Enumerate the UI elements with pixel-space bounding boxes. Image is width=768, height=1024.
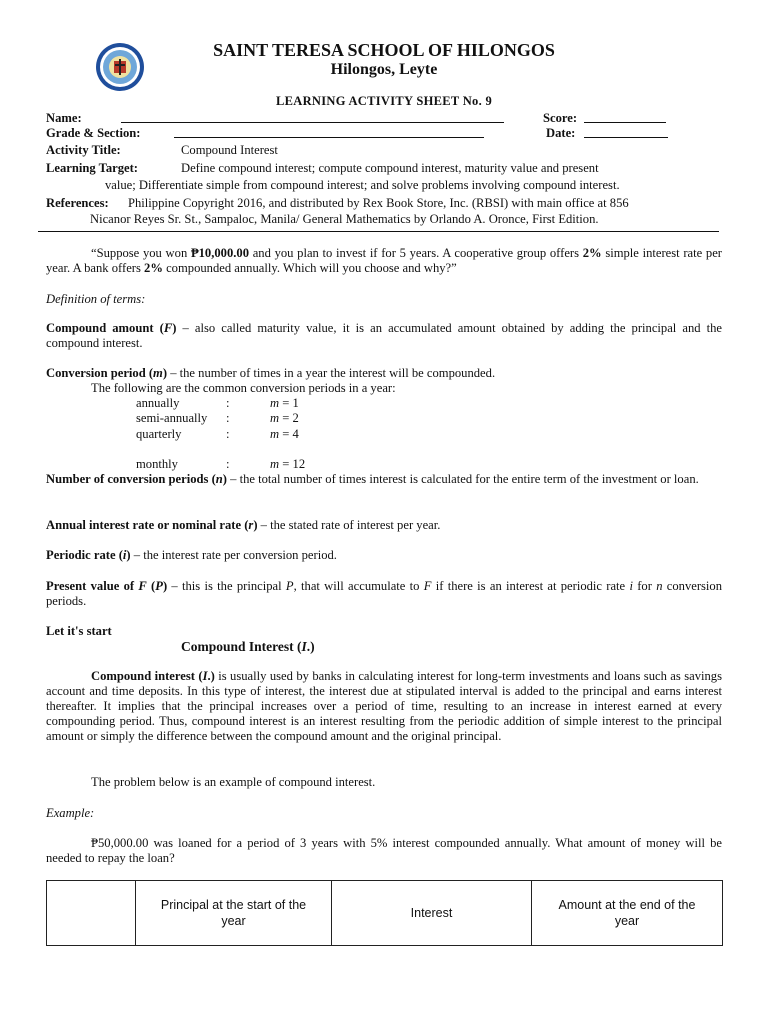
def-periodic-rate <box>46 548 337 563</box>
term-label: Compound interest (I.) <box>91 669 215 683</box>
period-sep: : <box>226 411 230 425</box>
target-label: Learning Target: <box>46 161 139 175</box>
def-number-of-periods <box>46 472 722 487</box>
target-line-2: value; Differentiate simple from compound interest; and solve problems involving compound interest. <box>105 178 620 192</box>
date-field[interactable] <box>584 125 668 138</box>
date-label: Date: <box>546 126 576 140</box>
grade-row <box>46 126 140 141</box>
school-name: SAINT TERESA SCHOOL OF HILONGOS <box>213 40 555 60</box>
term-label: Compound amount (F) <box>46 321 177 335</box>
activity-title-value: Compound Interest <box>181 143 278 157</box>
definitions-heading: Definition of terms: <box>46 292 146 306</box>
period-value: m = 4 <box>270 427 299 441</box>
school-location: Hilongos, Leyte <box>330 61 438 78</box>
period-name: monthly <box>136 457 178 471</box>
term-label: Periodic rate (i) <box>46 548 131 562</box>
term-label: Conversion period (m) <box>46 366 168 380</box>
example-label: Example: <box>46 806 95 820</box>
target-line-1: Define compound interest; compute compound interest, maturity value and present <box>181 161 599 175</box>
period-sep: : <box>226 457 230 471</box>
period-name: annually <box>136 396 180 410</box>
score-label: Score: <box>543 111 578 125</box>
intro-amount: ₱10,000.00 <box>190 246 250 260</box>
ref-line-2: Nicanor Reyes Sr. St., Sampaloc, Manila/ General Mathematics by Orlando A. Oronce, First Edition. <box>90 212 599 226</box>
name-row <box>46 111 82 126</box>
sheet-title: LEARNING ACTIVITY SHEET No. 9 <box>275 94 493 108</box>
intro-text: “Suppose you won <box>91 246 191 260</box>
table-header-row <box>47 881 723 946</box>
activity-label: Activity Title: <box>46 143 121 157</box>
date-row <box>546 126 575 141</box>
period-name: quarterly <box>136 427 182 441</box>
lesson-title: Compound Interest (I.) <box>181 639 315 654</box>
def-text: – the total number of times interest is calculated for the entire term of the investment or loan. <box>227 472 699 486</box>
def-text: – the stated rate of interest per year. <box>257 518 441 532</box>
table-header-cell: Amount at the end of the year <box>532 881 723 946</box>
intro-text: compounded annually. Which will you choose and why?” <box>162 261 457 275</box>
def-text: – the number of times in a year the interest will be compounded. <box>167 366 496 380</box>
period-value: m = 12 <box>270 457 306 471</box>
table-header-cell: Interest <box>332 881 532 946</box>
period-value: m = 2 <box>270 411 299 425</box>
intro-text: and you plan to invest if for 5 years. A cooperative group offers <box>249 246 583 260</box>
table-header-cell: Principal at the start of the year <box>136 881 332 946</box>
grade-field[interactable] <box>174 125 484 138</box>
ref-line-1: Philippine Copyright 2016, and distributed by Rex Book Store, Inc. (RBSI) with main office at 856 <box>128 196 629 210</box>
example-table <box>46 880 723 946</box>
name-field[interactable] <box>121 110 504 123</box>
grade-label: Grade & Section: <box>46 126 141 140</box>
term-label: Annual interest rate or nominal rate (r) <box>46 518 258 532</box>
def-text: – the interest rate per conversion period. <box>130 548 337 562</box>
intro-rate-compound: 2% <box>144 261 163 275</box>
term-label: Number of conversion periods (n) <box>46 472 227 486</box>
intro-rate-simple: 2% <box>582 246 602 260</box>
header-divider <box>38 231 719 232</box>
paragraph-text: is usually used by banks in calculating interest for long-term investments and loans such as savings account and time deposits. In this type of interest, the interest due at stipulated interval is added to the principal and earns interest thereafter. It implies that the principal increases over a period of time, resulting to an increase in interest earned at every compounding period. Thus, compound interest is an interest resulting from the periodic addition of simple interest to the principal amount or simply the difference between the compound amount and the original principal. <box>46 669 722 743</box>
period-value: m = 1 <box>270 396 299 410</box>
table-header-cell <box>47 881 136 946</box>
ref-label: References: <box>46 196 109 210</box>
conversion-intro: The following are the common conversion periods in a year: <box>91 381 396 395</box>
score-field[interactable] <box>584 110 666 123</box>
score-row <box>543 111 577 126</box>
compound-interest-paragraph <box>46 669 722 744</box>
problem-intro: The problem below is an example of compound interest. <box>91 775 376 789</box>
example-problem: ₱50,000.00 was loaned for a period of 3 years with 5% interest compounded annually. What amount of money will be needed to repay the loan? <box>46 836 722 865</box>
name-label: Name: <box>46 111 82 125</box>
section-start-label: Let it's start <box>46 624 112 638</box>
period-name: semi-annually <box>136 411 208 425</box>
def-annual-rate <box>46 518 440 533</box>
term-label: Present value of F (P) <box>46 579 168 593</box>
def-conversion-period <box>46 366 495 381</box>
def-present-value: Present value of F (P) – this is the principal P, that will accumulate to F if there is an interest at periodic rate i for n conversion periods. <box>46 579 723 608</box>
def-compound-amount <box>46 321 722 351</box>
intro-text: simple interest rate per year. A bank offers <box>46 246 723 275</box>
intro-question <box>46 246 722 276</box>
def-text: – also called maturity value, it is an accumulated amount obtained by adding the principal and the compound interest. <box>46 321 722 350</box>
period-sep: : <box>226 427 230 441</box>
period-sep: : <box>226 396 230 410</box>
